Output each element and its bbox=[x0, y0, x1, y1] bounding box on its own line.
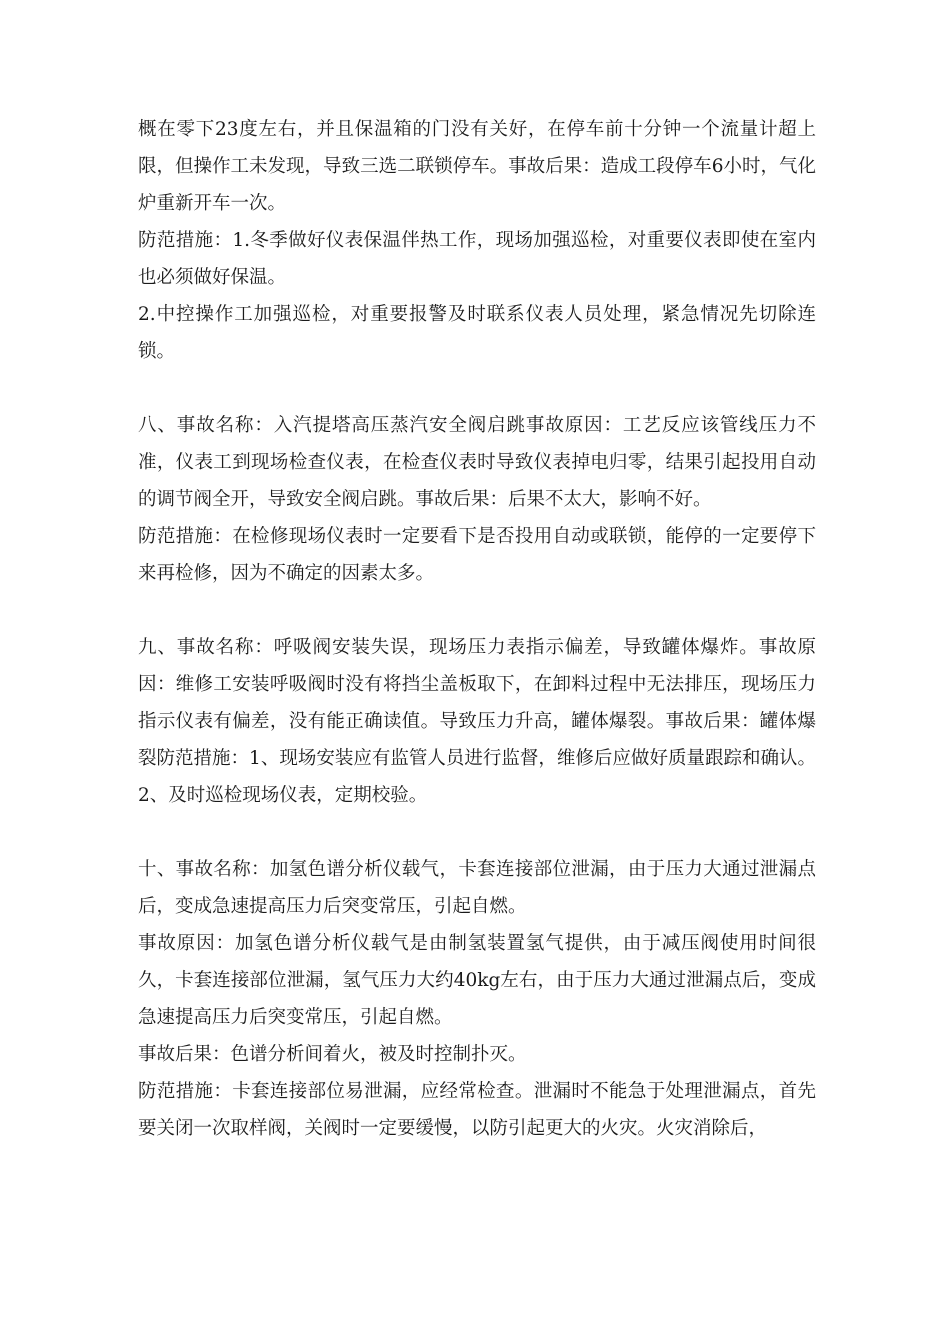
paragraph: 事故后果：色谱分析间着火，被及时控制扑灭。 bbox=[138, 1044, 527, 1065]
paragraph: 概在零下23度左右，并且保温箱的门没有关好，在停车前十分钟一个流量计超上限，但操作工未发现，导致三选二联锁停车。事故后果：造成工段停车6小时，气化炉重新开车一次。 bbox=[138, 119, 816, 214]
paragraph: 事故原因：加氢色谱分析仪载气是由制氢装置氢气提供，由于减压阀使用时间很久，卡套连接部位泄漏，氢气压力大约40kg左右，由于压力大通过泄漏点后，变成急速提高压力后突变常压，引起自燃。 bbox=[138, 933, 816, 1028]
paragraph: 防范措施：1.冬季做好仪表保温伴热工作，现场加强巡检，对重要仪表即使在室内也必须做好保温。 bbox=[138, 230, 816, 288]
paragraph: 八、事故名称：入汽提塔高压蒸汽安全阀启跳事故原因：工艺反应该管线压力不准，仪表工到现场检查仪表，在检查仪表时导致仪表掉电归零，结果引起投用自动的调节阀全开，导致安全阀启跳。事故后果：后果不太大，影响不好。 bbox=[138, 415, 816, 510]
paragraph: 九、事故名称：呼吸阀安装失误，现场压力表指示偏差，导致罐体爆炸。事故原因：维修工安装呼吸阀时没有将挡尘盖板取下，在卸料过程中无法排压，现场压力指示仪表有偏差，没有能正确读值。导致压力升高，罐体爆裂。事故后果：罐体爆裂防范措施：1、现场安装应有监管人员进行监督，维修后应做好质量跟踪和确认。2、及时巡检现场仪表，定期校验。 bbox=[138, 637, 816, 806]
section-continuation bbox=[138, 111, 816, 370]
paragraph: 防范措施：卡套连接部位易泄漏，应经常检查。泄漏时不能急于处理泄漏点，首先要关闭一次取样阀，关阀时一定要缓慢，以防引起更大的火灾。火灾消除后， bbox=[138, 1081, 816, 1139]
section-accident-8 bbox=[138, 407, 816, 592]
paragraph: 防范措施：在检修现场仪表时一定要看下是否投用自动或联锁，能停的一定要停下来再检修，因为不确定的因素太多。 bbox=[138, 526, 816, 584]
section-accident-9 bbox=[138, 629, 816, 814]
paragraph: 十、事故名称：加氢色谱分析仪载气，卡套连接部位泄漏，由于压力大通过泄漏点后，变成急速提高压力后突变常压，引起自燃。 bbox=[138, 859, 816, 917]
section-accident-10 bbox=[138, 851, 816, 1147]
paragraph: 2.中控操作工加强巡检，对重要报警及时联系仪表人员处理，紧急情况先切除连锁。 bbox=[138, 304, 816, 362]
document-body bbox=[138, 111, 816, 1147]
